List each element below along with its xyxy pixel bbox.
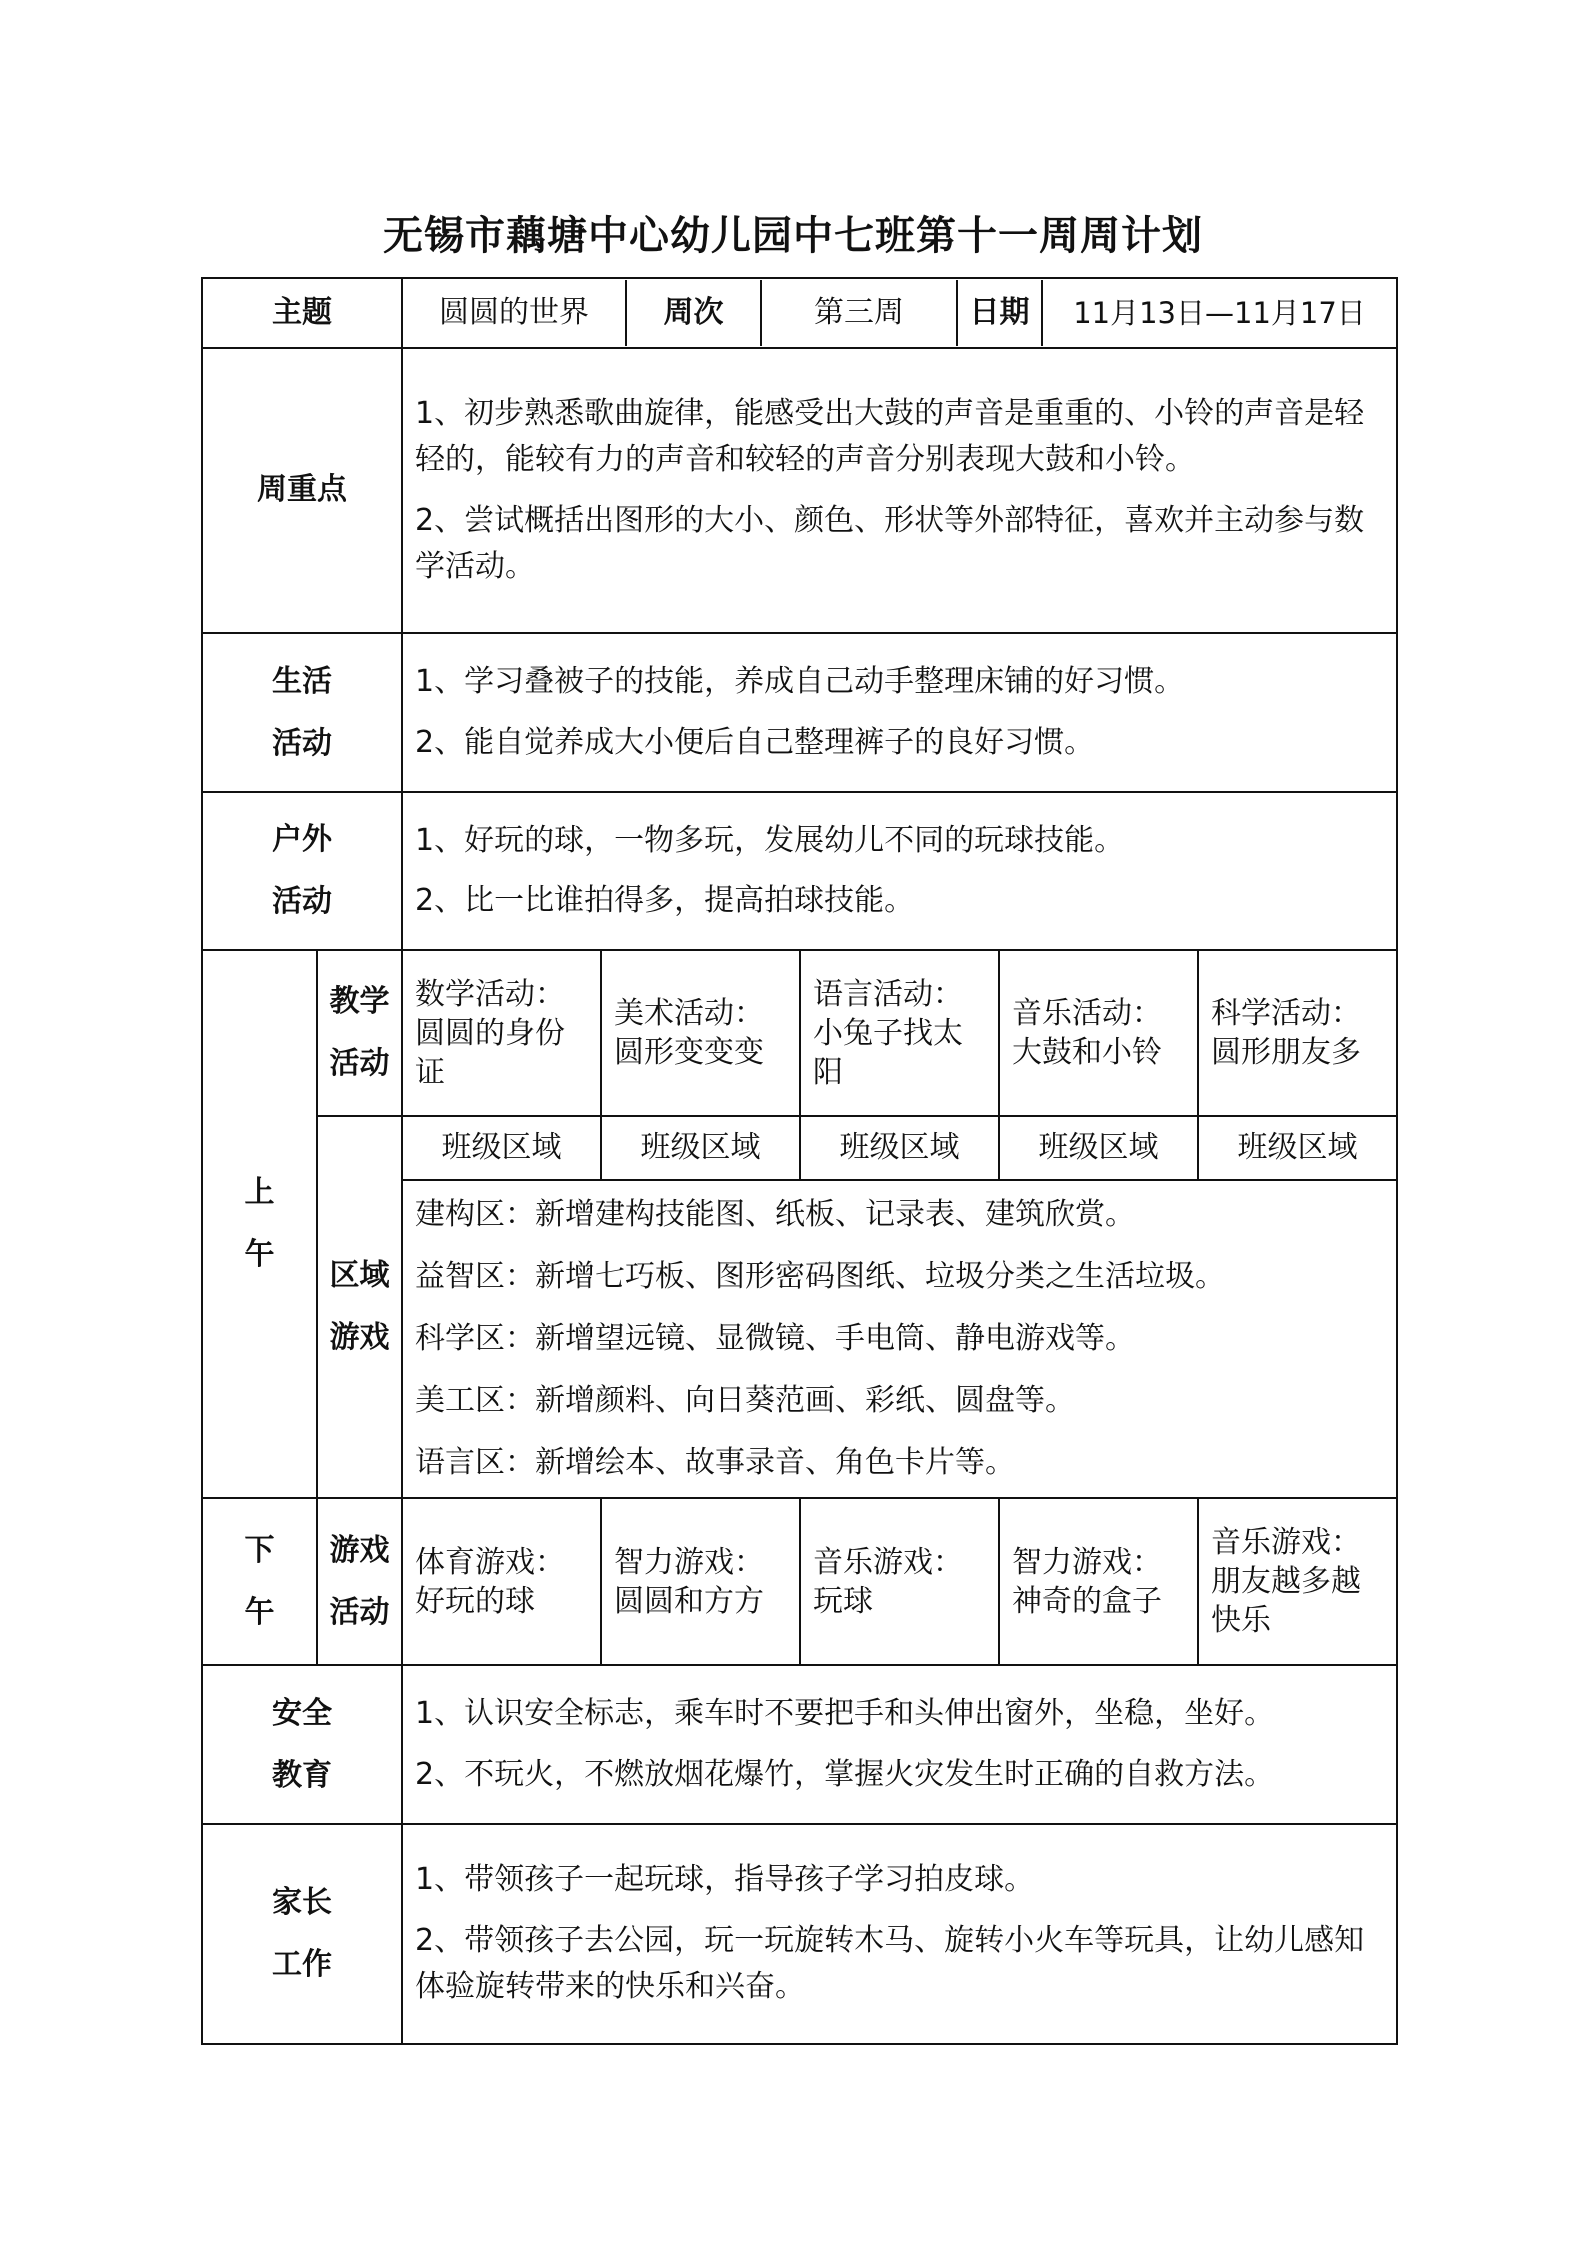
parents-item-2: 2、带领孩子去公园，玩一玩旋转木马、旋转小火车等玩具，让幼儿感知体验旋转带来的快乐和兴奋。 xyxy=(415,1922,1365,2005)
area-label-1: 区域 xyxy=(329,1258,390,1293)
life-content xyxy=(402,633,1397,792)
parents-label-1: 家长 xyxy=(272,1885,332,1920)
safety-content xyxy=(402,1665,1397,1824)
week-value: 第三周 xyxy=(762,280,958,346)
area-column-5: 班级区域 xyxy=(1198,1116,1397,1180)
header-subcells xyxy=(403,280,1396,346)
safety-item-1: 1、认识安全标志，乘车时不要把手和头伸出窗外，坐稳，坐好。 xyxy=(415,1696,1275,1731)
morning-label-2: 午 xyxy=(244,1237,275,1272)
focus-row xyxy=(202,348,1397,633)
safety-item-2: 2、不玩火，不燃放烟花爆竹，掌握火灾发生时正确的自救方法。 xyxy=(415,1756,1275,1792)
teaching-row xyxy=(202,950,1397,1116)
game-cell-4: 智力游戏： 神奇的盒子 xyxy=(999,1498,1198,1665)
teaching-label-1: 教学 xyxy=(329,984,390,1019)
week-label: 周次 xyxy=(627,280,762,346)
life-label-2: 活动 xyxy=(272,725,332,761)
outdoor-item-2: 2、比一比谁拍得多，提高拍球技能。 xyxy=(415,883,915,918)
focus-label: 周重点 xyxy=(202,348,402,633)
parents-label-2: 工作 xyxy=(272,1947,332,1982)
theme-label: 主题 xyxy=(202,278,402,348)
life-label-1: 生活 xyxy=(272,663,332,699)
document-title: 无锡市藕塘中心幼儿园中七班第十一周周计划 xyxy=(383,213,1203,259)
life-item-2: 2、能自觉养成大小便后自己整理裤子的良好习惯。 xyxy=(415,724,1095,760)
outdoor-label xyxy=(202,792,402,950)
focus-item-1: 1、初步熟悉歌曲旋律，能感受出大鼓的声音是重重的、小铃的声音是轻轻的，能较有力的声音和较轻的声音分别表现大鼓和小铃。 xyxy=(415,395,1365,477)
outdoor-row xyxy=(202,792,1397,950)
parents-row xyxy=(202,1824,1397,2044)
teaching-label-2: 活动 xyxy=(329,1046,390,1081)
focus-content xyxy=(402,348,1397,633)
teaching-cell-1: 数学活动： 圆圆的身份证 xyxy=(402,950,601,1116)
life-row xyxy=(202,633,1397,792)
teaching-cell-4: 音乐活动： 大鼓和小铃 xyxy=(999,950,1198,1116)
game-cell-1: 体育游戏： 好玩的球 xyxy=(402,1498,601,1665)
area-line-3: 科学区：新增望远镜、显微镜、手电筒、静电游戏等。 xyxy=(415,1321,1135,1356)
outdoor-content xyxy=(402,792,1397,950)
morning-label xyxy=(202,950,317,1498)
area-columns-row xyxy=(202,1116,1397,1180)
parents-item-1: 1、带领孩子一起玩球，指导孩子学习拍皮球。 xyxy=(415,1862,1035,1898)
afternoon-label-2: 午 xyxy=(244,1594,275,1630)
afternoon-label xyxy=(202,1498,317,1665)
game-cell-2: 智力游戏： 圆圆和方方 xyxy=(601,1498,800,1665)
teaching-label xyxy=(317,950,402,1116)
area-line-4: 美工区：新增颜料、向日葵范画、彩纸、圆盘等。 xyxy=(415,1383,1075,1418)
area-line-2: 益智区：新增七巧板、图形密码图纸、垃圾分类之生活垃圾。 xyxy=(415,1259,1225,1294)
date-label: 日期 xyxy=(958,280,1043,346)
area-column-3: 班级区域 xyxy=(800,1116,999,1180)
games-label-1: 游戏 xyxy=(329,1532,390,1568)
area-line-1: 建构区：新增建构技能图、纸板、记录表、建筑欣赏。 xyxy=(415,1197,1135,1232)
area-column-2: 班级区域 xyxy=(601,1116,800,1180)
afternoon-row xyxy=(202,1498,1397,1665)
games-label-2: 活动 xyxy=(329,1594,390,1630)
outdoor-item-1: 1、好玩的球，一物多玩，发展幼儿不同的玩球技能。 xyxy=(415,822,1125,858)
parents-label xyxy=(202,1824,402,2044)
outdoor-label-2: 活动 xyxy=(272,884,332,919)
area-label xyxy=(317,1116,402,1498)
afternoon-label-1: 下 xyxy=(244,1532,275,1568)
area-line-5: 语言区：新增绘本、故事录音、角色卡片等。 xyxy=(415,1445,1015,1480)
weekly-plan-table xyxy=(201,277,1398,2045)
area-details xyxy=(402,1180,1397,1498)
game-cell-5: 音乐游戏： 朋友越多越快乐 xyxy=(1198,1498,1397,1665)
focus-item-2: 2、尝试概括出图形的大小、颜色、形状等外部特征，喜欢并主动参与数学活动。 xyxy=(415,502,1365,584)
date-value: 11月13日—11月17日 xyxy=(1073,295,1366,330)
header-row xyxy=(202,278,1397,348)
morning-label-1: 上 xyxy=(244,1175,275,1210)
game-cell-3: 音乐游戏： 玩球 xyxy=(800,1498,999,1665)
games-label xyxy=(317,1498,402,1665)
life-item-1: 1、学习叠被子的技能，养成自己动手整理床铺的好习惯。 xyxy=(415,664,1185,699)
parents-content xyxy=(402,1824,1397,2044)
life-label xyxy=(202,633,402,792)
teaching-cell-3: 语言活动： 小兔子找太阳 xyxy=(800,950,999,1116)
area-label-2: 游戏 xyxy=(329,1320,390,1355)
safety-label-1: 安全 xyxy=(272,1695,332,1731)
teaching-cell-5: 科学活动： 圆形朋友多 xyxy=(1198,950,1397,1116)
outdoor-label-1: 户外 xyxy=(272,822,332,857)
safety-label-2: 教育 xyxy=(272,1757,332,1793)
safety-label xyxy=(202,1665,402,1824)
area-column-4: 班级区域 xyxy=(999,1116,1198,1180)
safety-row xyxy=(202,1665,1397,1824)
area-column-1: 班级区域 xyxy=(402,1116,601,1180)
theme-value: 圆圆的世界 xyxy=(403,280,627,346)
teaching-cell-2: 美术活动： 圆形变变变 xyxy=(601,950,800,1116)
